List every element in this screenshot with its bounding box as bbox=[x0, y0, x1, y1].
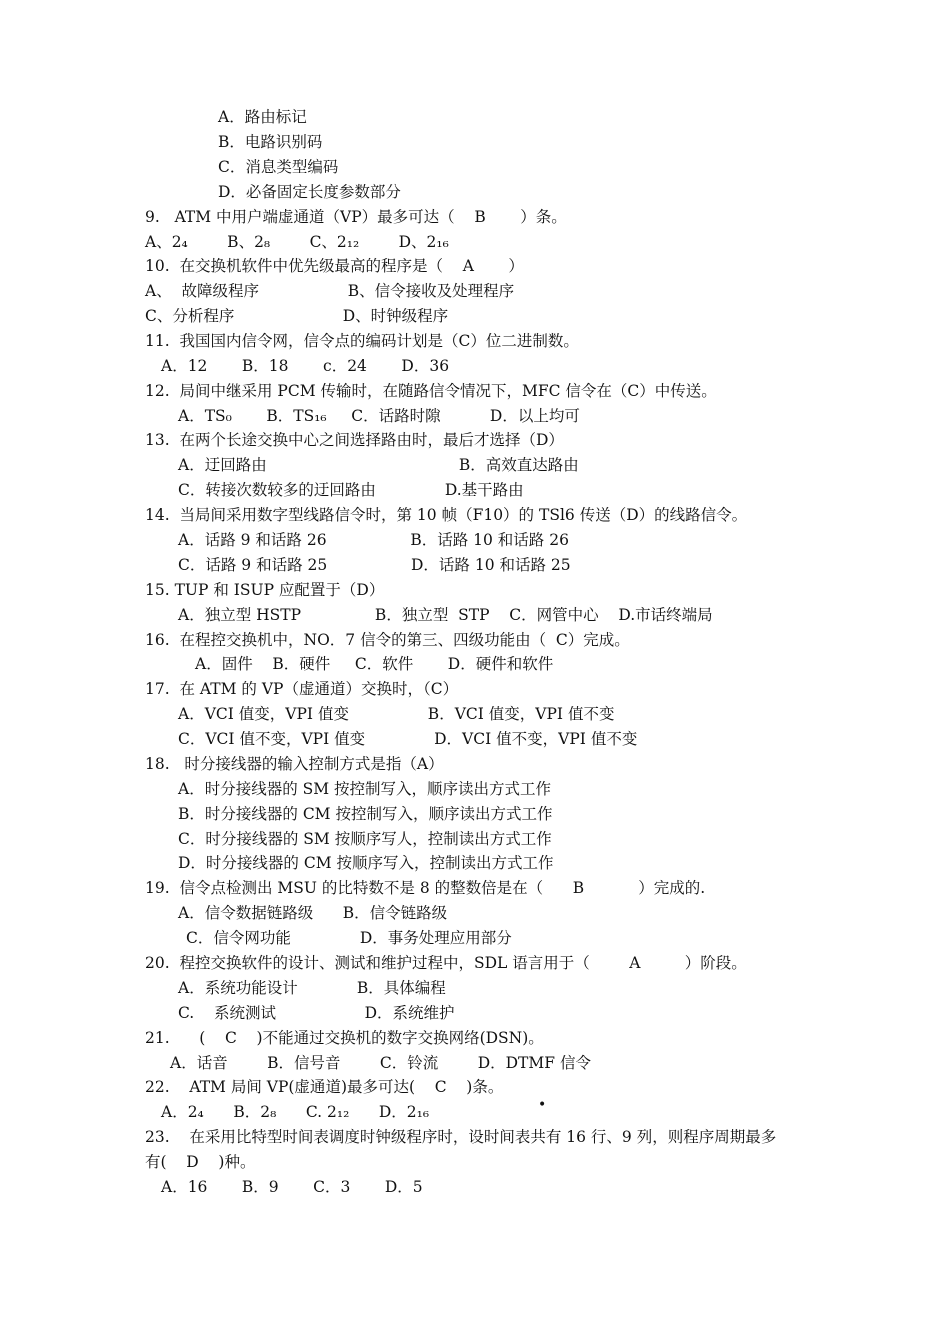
text-line: A．路由标记 bbox=[218, 108, 307, 126]
text-line: A．VCI 值变，VPI 值变 B．VCI 值变，VPI 值不变 bbox=[178, 705, 615, 723]
text-line: D．时分接线器的 CM 按顺序写入，控制读出方式工作 bbox=[178, 854, 554, 872]
text-line: A．话音 B．信号音 C．铃流 D．DTMF 信令 bbox=[170, 1054, 591, 1072]
text-line: A．固件 B．硬件 C．软件 D．硬件和软件 bbox=[195, 655, 554, 673]
text-line: 22. ATM 局间 VP(虚通道)最多可达( C )条。 bbox=[145, 1078, 504, 1096]
text-line: 19. 信令点检测出 MSU 的比特数不是 8 的整数倍是在（ B ）完成的. bbox=[145, 879, 706, 897]
text-line: A．迂回路由 B．高效直达路由 bbox=[178, 456, 579, 474]
text-line: A．时分接线器的 SM 按控制写入，顺序读出方式工作 bbox=[178, 780, 552, 798]
text-line: A、2₄ B、2₈ C、2₁₂ D、2₁₆ bbox=[145, 233, 449, 251]
text-line: A、 故障级程序 B、信令接收及处理程序 bbox=[145, 282, 515, 300]
text-line: C．信令网功能 D．事务处理应用部分 bbox=[186, 929, 512, 947]
stray-bullet: • bbox=[538, 1097, 547, 1113]
text-line: B．电路识别码 bbox=[218, 133, 323, 151]
text-line: 9. ATM 中用户端虚通道（VP）最多可达（ B ）条。 bbox=[145, 208, 567, 226]
text-line: C．话路 9 和话路 25 D．话路 10 和话路 25 bbox=[178, 556, 571, 574]
text-line: C、分析程序 D、时钟级程序 bbox=[145, 307, 449, 325]
text-line: A．独立型 HSTP B．独立型 STP C．网管中心 D.市话终端局 bbox=[178, 606, 713, 624]
text-line: 15. TUP 和 ISUP 应配置于（D） bbox=[145, 581, 385, 599]
text-line: 14. 当局间采用数字型线路信令时，第 10 帧（F10）的 TSl6 传送（D）的线路信令。 bbox=[145, 506, 748, 524]
text-line: A．12 B．18 c．24 D．36 bbox=[161, 357, 450, 375]
text-line: 21. ( C )不能通过交换机的数字交换网络(DSN)。 bbox=[145, 1029, 544, 1047]
text-line: C. 系统测试 D．系统维护 bbox=[178, 1004, 455, 1022]
text-line: A．系统功能设计 B．具体编程 bbox=[178, 979, 446, 997]
text-line: 20. 程控交换软件的设计、测试和维护过程中，SDL 语言用于（ A ）阶段。 bbox=[145, 954, 747, 972]
text-line: 17. 在 ATM 的 VP（虚通道）交换时，（C） bbox=[145, 680, 459, 698]
text-line: C．时分接线器的 SM 按顺序写人，控制读出方式工作 bbox=[178, 830, 552, 848]
text-line: D．必备固定长度参数部分 bbox=[218, 183, 401, 201]
text-line: C．VCI 值不变，VPI 值变 D．VCI 值不变，VPI 值不变 bbox=[178, 730, 638, 748]
text-line: C．消息类型编码 bbox=[218, 158, 339, 176]
text-line: 18. 时分接线器的输入控制方式是指（A） bbox=[145, 755, 444, 773]
text-line: 11. 我国国内信令网，信令点的编码计划是（C）位二进制数。 bbox=[145, 332, 579, 350]
text-line: 16. 在程控交换机中，NO．7 信令的第三、四级功能由（ C）完成。 bbox=[145, 631, 630, 649]
text-line: A．信令数据链路级 B．信令链路级 bbox=[178, 904, 448, 922]
text-line: 12. 局间中继采用 PCM 传输时，在随路信令情况下，MFC 信令在（C）中传送。 bbox=[145, 382, 717, 400]
text-line: 23. 在采用比特型时间表调度时钟级程序时，设时间表共有 16 行、9 列，则程序周期最多 bbox=[145, 1128, 777, 1146]
text-line: A．TS₀ B．TS₁₆ C．话路时隙 D．以上均可 bbox=[178, 407, 580, 425]
text-line: A．16 B．9 C．3 D．5 bbox=[161, 1178, 423, 1196]
text-line: A．话路 9 和话路 26 B．话路 10 和话路 26 bbox=[178, 531, 569, 549]
text-line: 13. 在两个长途交换中心之间选择路由时，最后才选择（D） bbox=[145, 431, 564, 449]
text-line: C．转接次数较多的迂回路由 D.基干路由 bbox=[178, 481, 524, 499]
text-line: 有( D )种。 bbox=[145, 1153, 256, 1171]
text-line: A．2₄ B．2₈ C. 2₁₂ D．2₁₆ bbox=[161, 1103, 430, 1121]
text-line: 10. 在交换机软件中优先级最高的程序是（ A ） bbox=[145, 257, 524, 275]
text-line: B．时分接线器的 CM 按控制写入，顺序读出方式工作 bbox=[178, 805, 553, 823]
